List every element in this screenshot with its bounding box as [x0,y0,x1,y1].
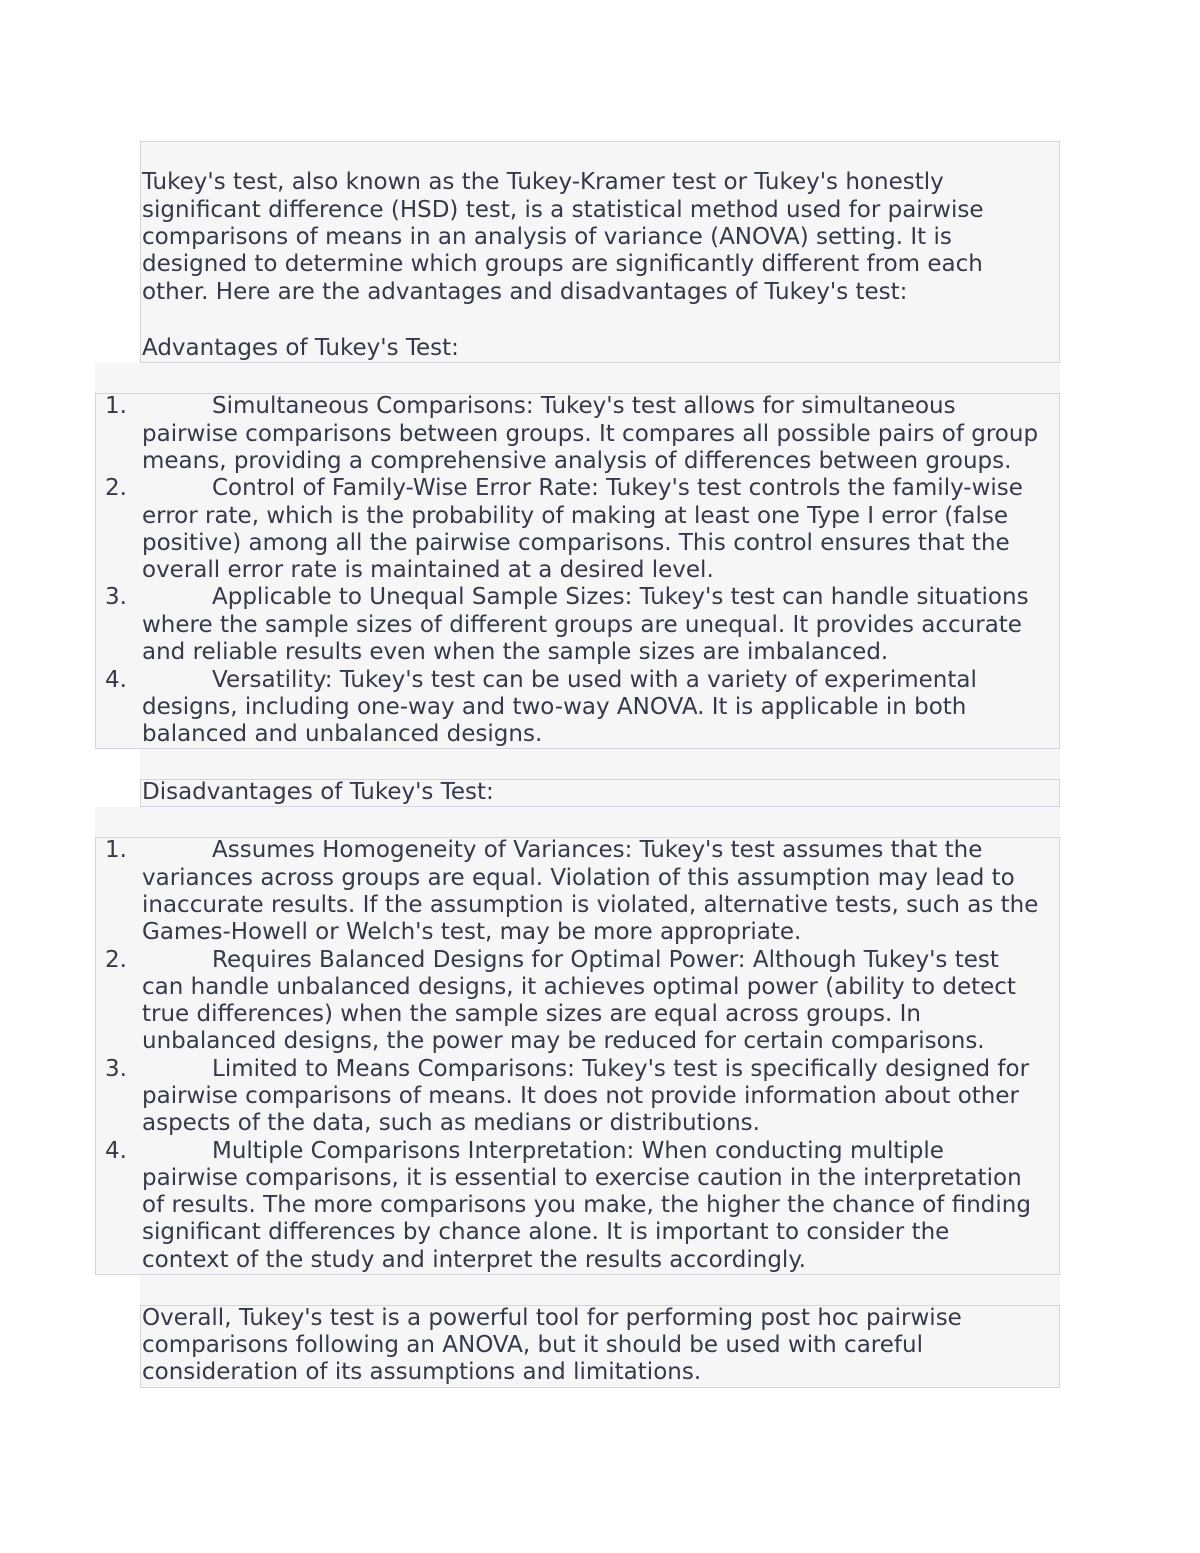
list-item-line: where the sample sizes of different groups are unequal. It provides accurate [142,612,1022,638]
intro-line: designed to determine which groups are significantly different from each [142,251,983,277]
list-item-text: Versatility: Tukey's test can be used with a variety of experimental [212,667,977,693]
list-item-text: Control of Family-Wise Error Rate: Tukey's test controls the family-wise [212,475,1023,501]
list-item-line [142,1138,1062,1165]
list-number: 2. [105,475,127,501]
intro-line: Tukey's test, also known as the Tukey-Kramer test or Tukey's honestly [142,169,944,195]
list-item-text: Multiple Comparisons Interpretation: When conducting multiple [212,1138,944,1164]
list-item-line: error rate, which is the probability of making at least one Type I error (false [142,503,1008,529]
list-number: 2. [105,947,127,973]
disadvantages-heading: Disadvantages of Tukey's Test: [142,779,494,805]
list-item-line: significant differences by chance alone. It is important to consider the [142,1219,950,1245]
list-item-line: Games-Howell or Welch's test, may be more appropriate. [142,919,802,945]
list-item-line: overall error rate is maintained at a desired level. [142,557,714,583]
list-item-line [142,475,1062,502]
list-item-line: unbalanced designs, the power may be reduced for certain comparisons. [142,1028,985,1054]
intro-line: comparisons of means in an analysis of variance (ANOVA) setting. It is [142,224,952,250]
list-number: 1. [105,393,127,419]
list-item-line: means, providing a comprehensive analysis of differences between groups. [142,448,1012,474]
spacer-band-4 [140,1275,1060,1305]
spacer-band-2 [140,749,1060,779]
list-number: 3. [105,584,127,610]
list-item-line: pairwise comparisons between groups. It compares all possible pairs of group [142,421,1039,447]
list-item-line: pairwise comparisons, it is essential to exercise caution in the interpretation [142,1165,1022,1191]
intro-line: significant difference (HSD) test, is a statistical method used for pairwise [142,197,984,223]
list-item-line: context of the study and interpret the results accordingly. [142,1247,806,1273]
list-number: 1. [105,837,127,863]
list-item-line [142,837,1062,864]
list-item-line [142,667,1062,694]
list-item-line: aspects of the data, such as medians or distributions. [142,1110,760,1136]
spacer-band-3 [95,807,1060,837]
list-item-line [142,584,1062,611]
list-item-line: and reliable results even when the sample sizes are imbalanced. [142,639,889,665]
conclusion-line: Overall, Tukey's test is a powerful tool for performing post hoc pairwise [142,1305,962,1331]
list-item-line: positive) among all the pairwise comparisons. This control ensures that the [142,530,1010,556]
list-item-line: inaccurate results. If the assumption is violated, alternative tests, such as the [142,892,1039,918]
conclusion-line: comparisons following an ANOVA, but it should be used with careful [142,1332,923,1358]
list-item-line [142,947,1062,974]
intro-line: other. Here are the advantages and disadvantages of Tukey's test: [142,279,908,305]
list-item-line: pairwise comparisons of means. It does not provide information about other [142,1083,1019,1109]
spacer-band-1 [95,363,1060,393]
list-item-line: can handle unbalanced designs, it achieves optimal power (ability to detect [142,974,1016,1000]
list-item-line: of results. The more comparisons you make, the higher the chance of finding [142,1192,1031,1218]
list-item-text: Simultaneous Comparisons: Tukey's test allows for simultaneous [212,393,956,419]
list-number: 4. [105,1138,127,1164]
list-item-text: Limited to Means Comparisons: Tukey's test is specifically designed for [212,1056,1030,1082]
list-item-line [142,393,1062,420]
list-item-line: designs, including one-way and two-way ANOVA. It is applicable in both [142,694,967,720]
advantages-heading: Advantages of Tukey's Test: [142,335,459,361]
list-number: 3. [105,1056,127,1082]
list-item-line: variances across groups are equal. Violation of this assumption may lead to [142,865,1015,891]
conclusion-line: consideration of its assumptions and limitations. [142,1359,702,1385]
list-item-line: true differences) when the sample sizes are equal across groups. In [142,1001,921,1027]
list-item-text: Assumes Homogeneity of Variances: Tukey's test assumes that the [212,837,983,863]
list-item-line: balanced and unbalanced designs. [142,721,543,747]
list-item-line [142,1056,1062,1083]
list-number: 4. [105,667,127,693]
list-item-text: Applicable to Unequal Sample Sizes: Tukey's test can handle situations [212,584,1029,610]
list-item-text: Requires Balanced Designs for Optimal Power: Although Tukey's test [212,947,999,973]
